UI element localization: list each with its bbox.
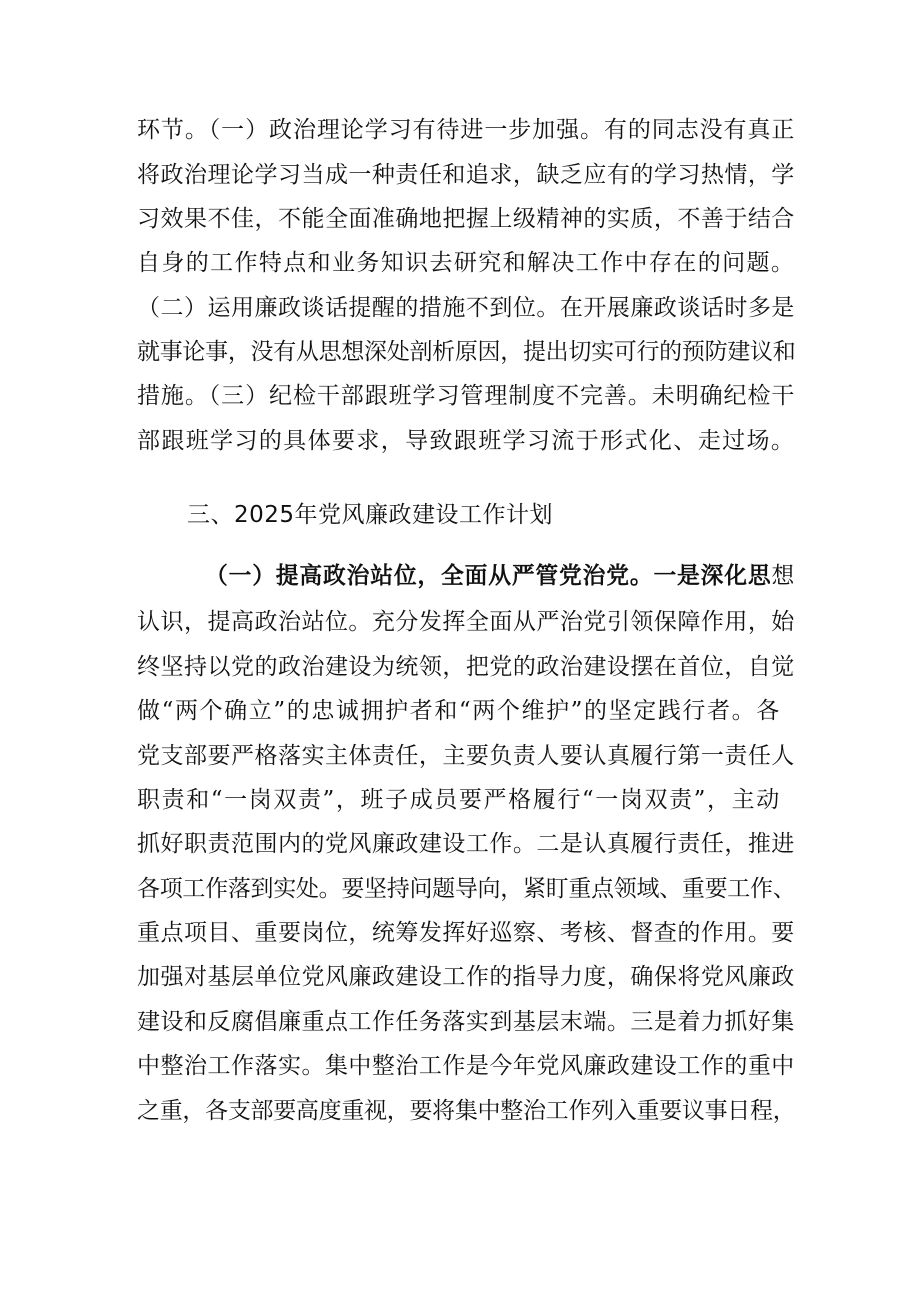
- paragraph-line: 部跟班学习的具体要求，导致跟班学习流于形式化、走过场。: [137, 428, 796, 454]
- paragraph-line: 习效果不佳，不能全面准确地把握上级精神的实质，不善于结合: [137, 206, 795, 232]
- paragraph-line: 党支部要严格落实主体责任，主要负责人要认真履行第一责任人: [137, 743, 795, 769]
- paragraph-line: 抓好职责范围内的党风廉政建设工作。二是认真履行责任，推进: [137, 831, 795, 857]
- paragraph-line: 将政治理论学习当成一种责任和追求，缺乏应有的学习热情，学: [137, 162, 795, 188]
- paragraph-line: 中整治工作落实。集中整治工作是今年党风廉政建设工作的重中: [137, 1053, 795, 1079]
- section-heading: 三、2025年党风廉政建设工作计划: [187, 502, 554, 528]
- paragraph-line: 加强对基层单位党风廉政建设工作的指导力度，确保将党风廉政: [137, 964, 795, 990]
- paragraph-line: 认识，提高政治站位。充分发挥全面从严治党引领保障作用，始: [137, 609, 795, 635]
- paragraph-line: 环节。（一）政治理论学习有待进一步加强。有的同志没有真正: [137, 117, 796, 143]
- paragraph-line: 措施。（三）纪检干部跟班学习管理制度不完善。未明确纪检干: [137, 383, 796, 409]
- paragraph-line: 重点项目、重要岗位，统筹发挥好巡察、考核、督查的作用。要: [137, 920, 795, 946]
- paragraph-line: 终坚持以党的政治建设为统领，把党的政治建设摆在首位，自觉: [137, 654, 795, 680]
- paragraph-line: 之重，各支部要高度重视，要将集中整治工作列入重要议事日程，: [137, 1098, 796, 1124]
- subheading-bold: （一）提高政治站位，全面从严管党治党。一是深化思: [205, 563, 772, 589]
- paragraph-line: 自身的工作特点和业务知识去研究和解决工作中存在的问题。: [137, 250, 796, 276]
- paragraph-line: 建设和反腐倡廉重点工作任务落实到基层末端。三是着力抓好集: [137, 1009, 795, 1035]
- paragraph-line: 做“两个确立”的忠诚拥护者和“两个维护”的坚定践行者。各: [137, 698, 781, 724]
- subheading-line: [205, 561, 795, 591]
- paragraph-line: 各项工作落到实处。要坚持问题导向，紧盯重点领域、重要工作、: [137, 876, 796, 902]
- subheading-rest: 想: [771, 563, 796, 589]
- paragraph-line: 就事论事，没有从思想深处剖析原因，提出切实可行的预防建议和: [137, 339, 796, 365]
- paragraph-line: 职责和“一岗双责”，班子成员要严格履行“一岗双责”，主动: [137, 787, 781, 813]
- paragraph-line: （二）运用廉政谈话提醒的措施不到位。在开展廉政谈话时多是: [137, 295, 795, 321]
